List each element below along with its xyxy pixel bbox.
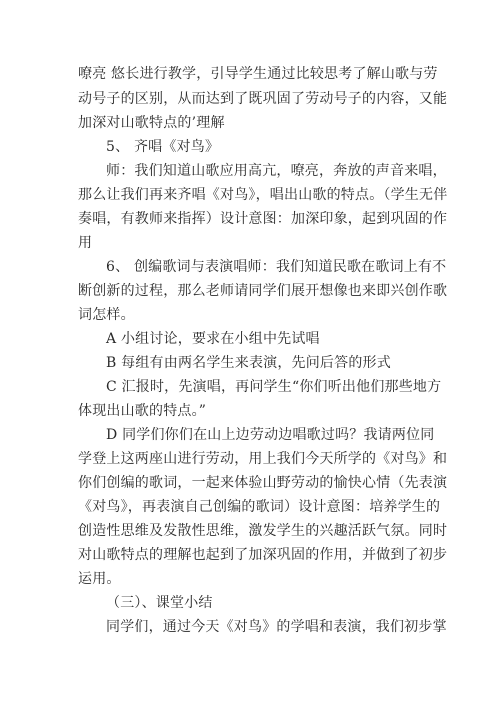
paragraph-line: 学登上这两座山进行劳动，用上我们今天所学的《对鸟》和 xyxy=(78,451,448,467)
list-item: C 汇报时，先演唱，再问学生“你们听出他们那些地方 xyxy=(106,379,442,395)
paragraph-line: 师：我们知道山歌应用高亢，嘹亮，奔放的声音来唱， xyxy=(106,163,447,179)
paragraph-line: 同学们，通过今天《对鸟》的学唱和表演，我们初步掌 xyxy=(106,619,447,635)
section-heading: 6、 创编歌词与表演唱师：我们知道民歌在歌词上有不 xyxy=(106,259,447,275)
paragraph-line: 断创新的过程，那么老师请同学们展开想像也来即兴创作歌 xyxy=(78,283,448,299)
paragraph-line: 词怎样。 xyxy=(78,307,135,323)
paragraph-line: 创造性思维及发散性思维，激发学生的兴趣活跃气氛。同时 xyxy=(78,523,448,539)
paragraph-line: 那么让我们再来齐唱《对鸟》，唱出山歌的特点。（学生无伴 xyxy=(78,187,448,203)
section-heading: （三）、课堂小结 xyxy=(106,595,213,611)
list-item: A 小组讨论，要求在小组中先试唱 xyxy=(106,331,320,347)
list-item: B 每组有由两名学生来表演，先问后答的形式 xyxy=(106,355,391,371)
paragraph-line: 嘹亮 悠长进行教学，引导学生通过比较思考了解山歌与劳 xyxy=(78,66,438,82)
paragraph-line: 加深对山歌特点的’理解 xyxy=(78,115,225,131)
paragraph-line: 运用。 xyxy=(78,571,121,587)
paragraph-line: 对山歌特点的理解也起到了加深巩固的作用，并做到了初步 xyxy=(78,547,448,563)
paragraph-line: 动号子的区别，从而达到了既巩固了劳动号子的内容，又能 xyxy=(78,91,448,107)
paragraph-line: 《对鸟》，再表演自己创编的歌词）设计意图：培养学生的 xyxy=(78,499,441,515)
paragraph-line: 体现出山歌的特点。” xyxy=(78,403,207,419)
list-item: D 同学们你们在山上边劳动边唱歌过吗？我请两位同 xyxy=(106,427,435,443)
paragraph-line: 你们创编的歌词，一起来体验山野劳动的愉快心情（先表演 xyxy=(78,475,448,491)
paragraph-line: 用 xyxy=(78,235,93,251)
paragraph-line: 奏唱，有教师来指挥）设计意图：加深印象，起到巩固的作 xyxy=(78,211,448,227)
section-heading: 5、 齐唱《对鸟》 xyxy=(106,139,220,155)
